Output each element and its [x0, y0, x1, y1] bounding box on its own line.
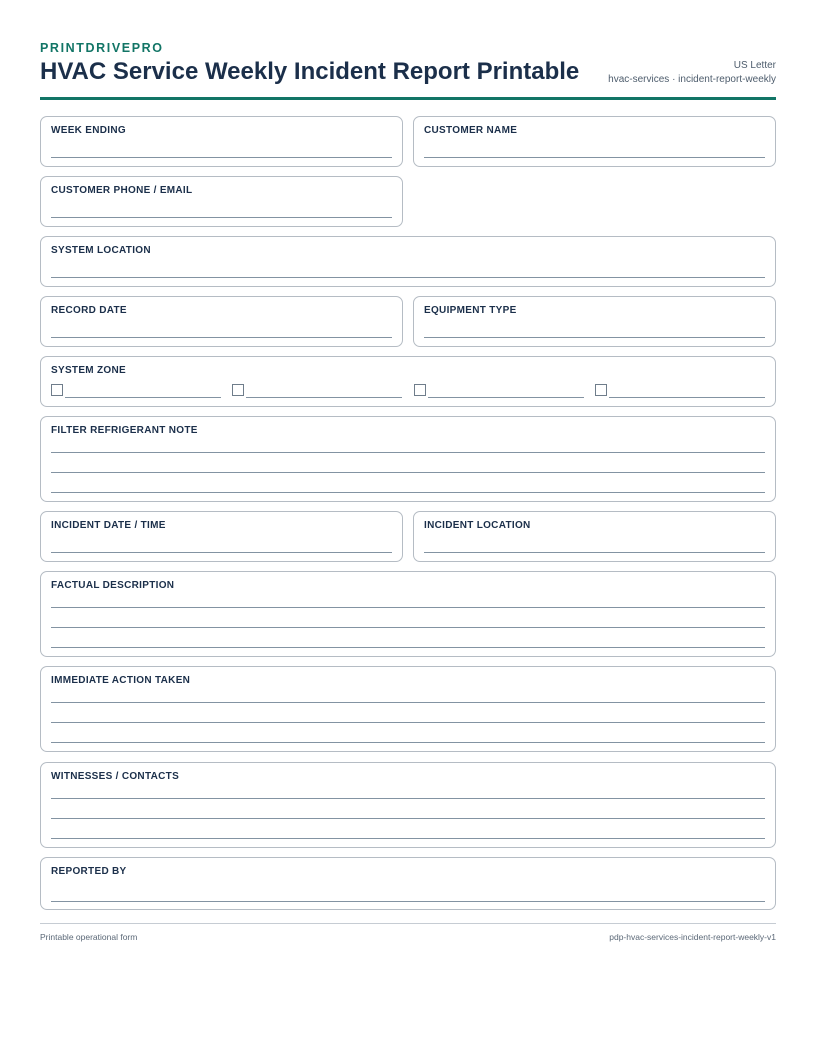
write-line[interactable]	[424, 157, 765, 158]
write-line[interactable]	[51, 901, 765, 902]
field-label: SYSTEM ZONE	[51, 365, 126, 376]
field-label: IMMEDIATE ACTION TAKEN	[51, 675, 191, 686]
field-filter-refrigerant-note[interactable]	[40, 416, 776, 502]
field-equipment-type[interactable]	[413, 296, 776, 347]
zone-checkbox-3[interactable]	[414, 384, 426, 396]
zone-checkbox-2[interactable]	[232, 384, 244, 396]
write-line[interactable]	[51, 818, 765, 819]
write-line[interactable]	[51, 492, 765, 493]
zone-option-line-3[interactable]	[428, 397, 584, 398]
write-line[interactable]	[424, 337, 765, 338]
write-line[interactable]	[51, 452, 765, 453]
write-line[interactable]	[51, 722, 765, 723]
field-record-date[interactable]	[40, 296, 403, 347]
field-reported-by[interactable]	[40, 857, 776, 910]
write-line[interactable]	[51, 337, 392, 338]
page-title: HVAC Service Weekly Incident Report Printable	[40, 58, 580, 85]
zone-option-line-2[interactable]	[246, 397, 402, 398]
zone-option-line-1[interactable]	[65, 397, 221, 398]
field-immediate-action[interactable]	[40, 666, 776, 752]
field-witnesses[interactable]	[40, 762, 776, 848]
write-line[interactable]	[51, 702, 765, 703]
document-meta	[608, 59, 776, 86]
brand-logo-text: PRINTDRIVEPRO	[40, 41, 164, 55]
write-line[interactable]	[51, 647, 765, 648]
zone-option-line-4[interactable]	[609, 397, 765, 398]
write-line[interactable]	[51, 277, 765, 278]
write-line[interactable]	[51, 627, 765, 628]
field-label: SYSTEM LOCATION	[51, 245, 151, 256]
header-rule	[40, 97, 776, 100]
write-line[interactable]	[51, 217, 392, 218]
field-label: FILTER REFRIGERANT NOTE	[51, 425, 198, 436]
page-header	[40, 40, 776, 100]
write-line[interactable]	[424, 552, 765, 553]
field-system-location[interactable]	[40, 236, 776, 287]
field-label: WEEK ENDING	[51, 125, 126, 136]
field-label: WITNESSES / CONTACTS	[51, 771, 180, 782]
write-line[interactable]	[51, 157, 392, 158]
write-line[interactable]	[51, 472, 765, 473]
write-line[interactable]	[51, 607, 765, 608]
field-system-zone	[40, 356, 776, 407]
footer-form-id: pdp-hvac-services-incident-report-weekly-v1	[609, 932, 776, 942]
field-week-ending[interactable]	[40, 116, 403, 167]
write-line[interactable]	[51, 838, 765, 839]
document-tags: hvac-services · incident-report-weekly	[608, 73, 776, 85]
paper-size: US Letter	[733, 60, 776, 71]
field-incident-datetime[interactable]	[40, 511, 403, 562]
field-customer-name[interactable]	[413, 116, 776, 167]
write-line[interactable]	[51, 742, 765, 743]
field-customer-contact[interactable]	[40, 176, 403, 227]
field-label: RECORD DATE	[51, 305, 127, 316]
zone-checkbox-1[interactable]	[51, 384, 63, 396]
field-label: EQUIPMENT TYPE	[424, 305, 517, 316]
write-line[interactable]	[51, 552, 392, 553]
field-label: FACTUAL DESCRIPTION	[51, 580, 175, 591]
field-label: CUSTOMER PHONE / EMAIL	[51, 185, 193, 196]
field-label: INCIDENT LOCATION	[424, 520, 531, 531]
field-incident-location[interactable]	[413, 511, 776, 562]
write-line[interactable]	[51, 798, 765, 799]
footer-left-text: Printable operational form	[40, 932, 138, 942]
footer-rule	[40, 923, 776, 924]
field-label: REPORTED BY	[51, 866, 127, 877]
zone-checkbox-4[interactable]	[595, 384, 607, 396]
field-label: CUSTOMER NAME	[424, 125, 518, 136]
field-label: INCIDENT DATE / TIME	[51, 520, 166, 531]
field-factual-description[interactable]	[40, 571, 776, 657]
